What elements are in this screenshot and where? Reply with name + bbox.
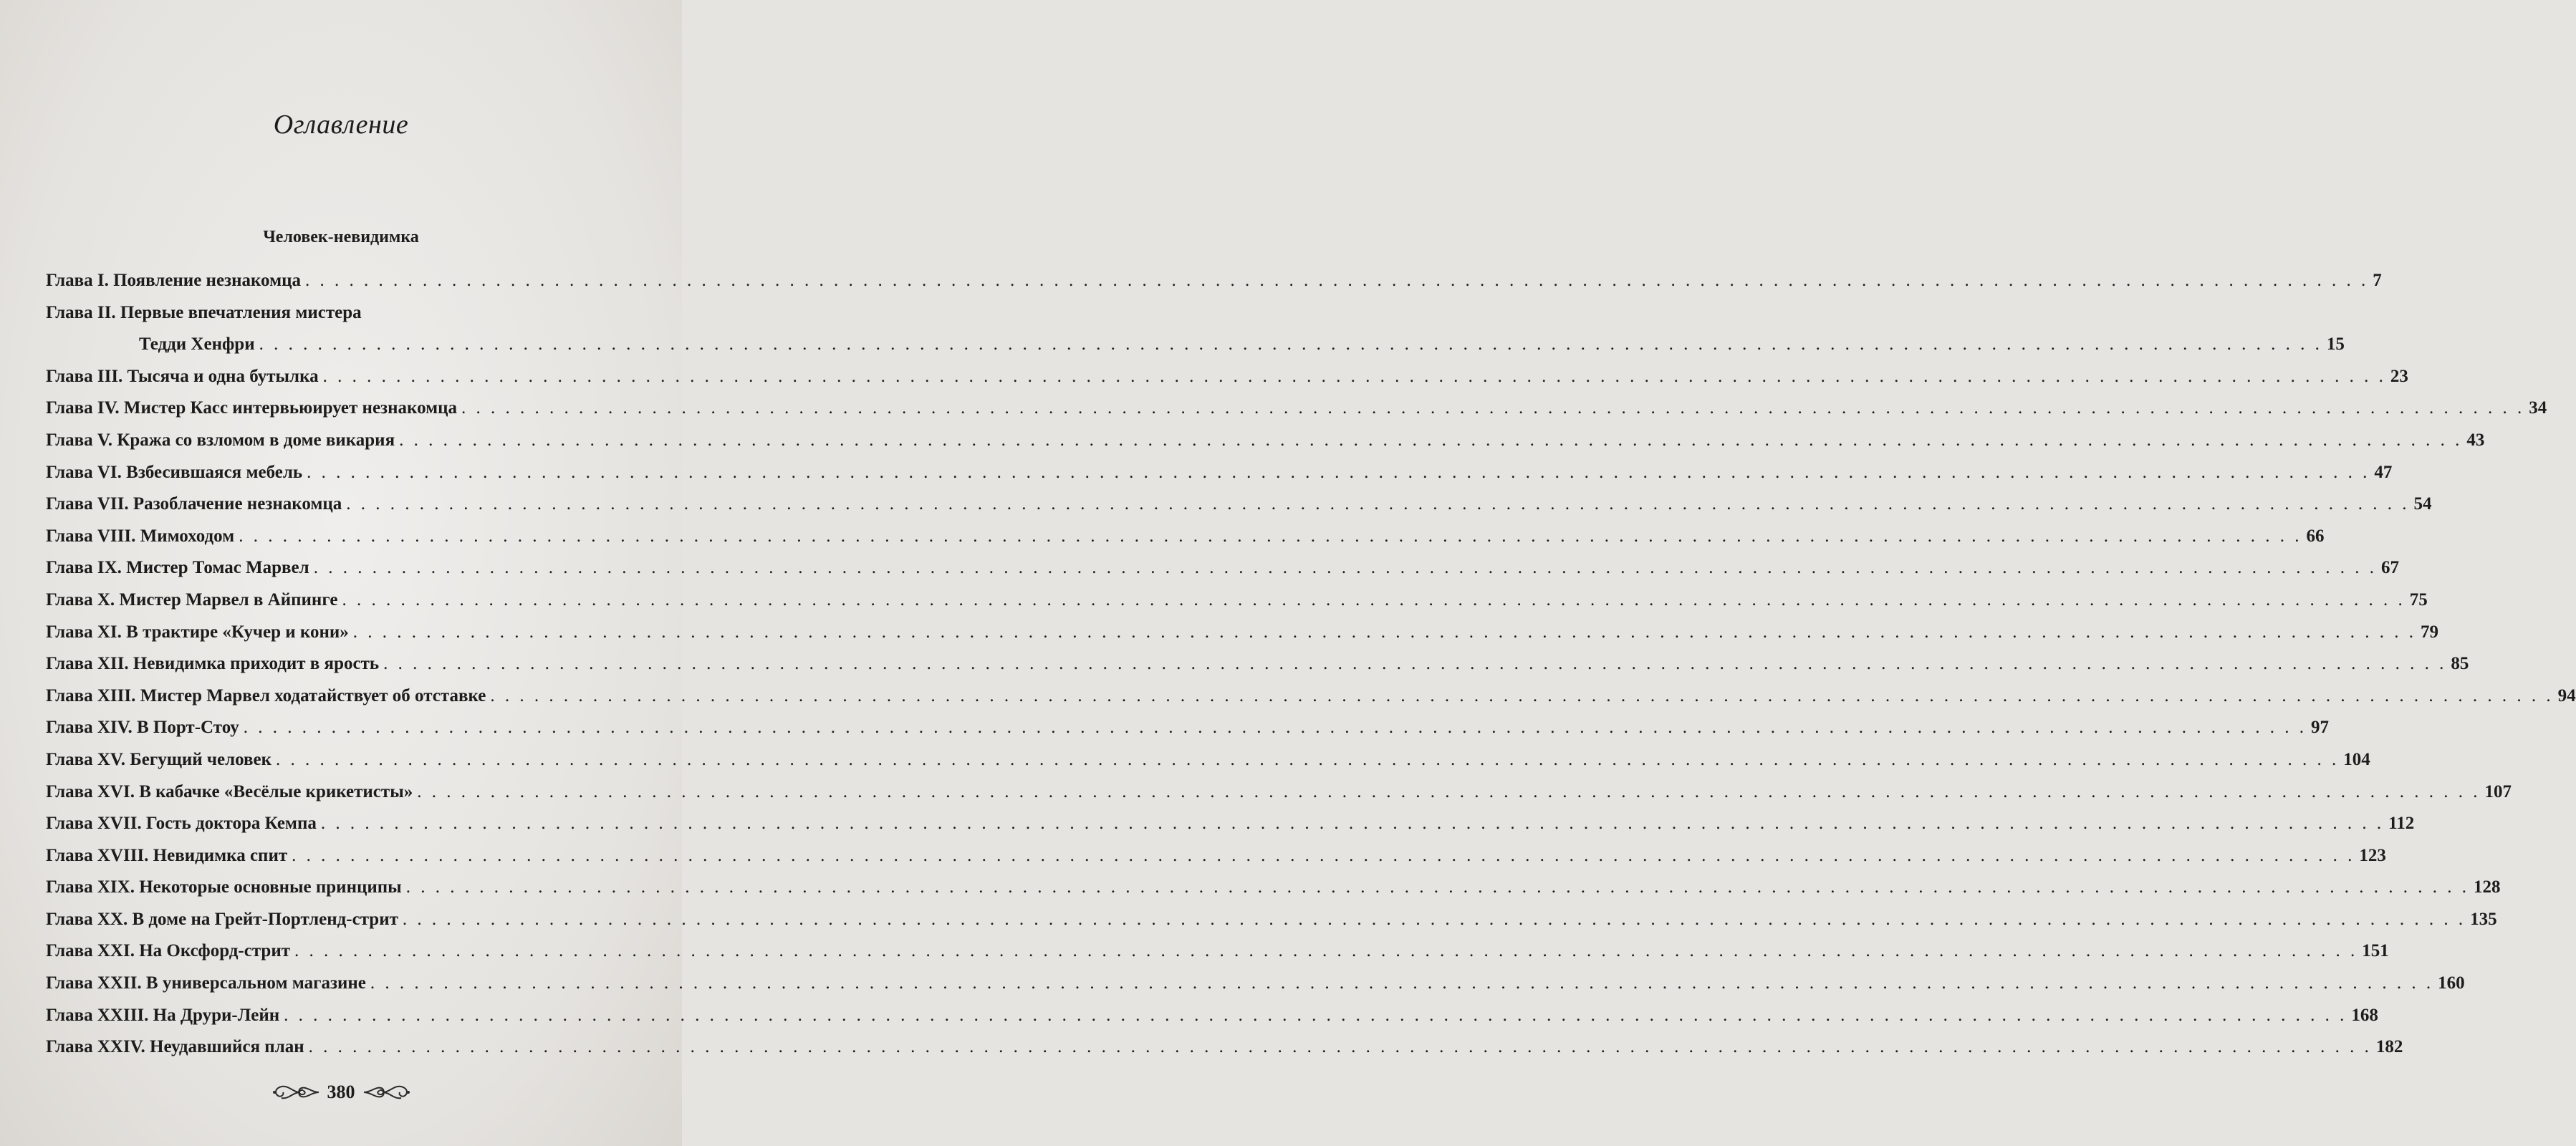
toc-entry <box>46 968 2465 1000</box>
toc-entry-label: Глава XXI. На Оксфорд-стрит <box>46 941 291 961</box>
toc-entry-page: 43 <box>2466 430 2485 450</box>
toc-entry <box>46 361 2408 393</box>
toc-entry-label: Глава XVII. Гость доктора Кемпа <box>46 814 317 834</box>
leader-dots <box>342 584 2405 617</box>
toc-entry-label: Глава X. Мистер Марвел в Айпинге <box>46 589 338 610</box>
toc-entry <box>46 1000 2378 1032</box>
toc-entry-page: 85 <box>2451 654 2469 674</box>
toc-entry-label: Глава XIX. Некоторые основные принципы <box>46 877 402 897</box>
toc-entry-label: Глава XII. Невидимка приходит в ярость <box>46 654 380 674</box>
leader-dots <box>276 744 2339 776</box>
toc-entry-page: 151 <box>2362 941 2389 961</box>
leader-dots <box>346 488 2409 521</box>
toc-entry-label: Глава VI. Взбесившаяся мебель <box>46 462 303 482</box>
toc-entry <box>46 457 2393 489</box>
toc-entry-page: 182 <box>2375 1037 2403 1057</box>
toc-entry <box>46 425 2485 457</box>
leader-dots <box>244 712 2307 744</box>
toc-entry <box>46 1031 2403 1064</box>
toc-entry <box>46 617 2439 649</box>
toc-entry-label: Глава XXIII. На Друри-Лейн <box>46 1005 280 1025</box>
toc-entry-label: Глава XIII. Мистер Марвел ходатайствует об отставке <box>46 685 486 706</box>
toc-entry <box>46 872 2501 904</box>
leader-dots <box>370 968 2433 1000</box>
toc-entry <box>46 744 2370 776</box>
floral-ornament-icon <box>362 1082 411 1102</box>
toc-entry-label: Глава XXIV. Неудавшийся план <box>46 1037 304 1057</box>
leader-dots <box>490 680 2553 713</box>
toc-entry <box>46 935 2389 968</box>
toc-entry <box>46 712 2330 744</box>
leader-dots <box>383 648 2446 680</box>
toc-entry-label: Глава I. Появление незнакомца <box>46 271 302 290</box>
toc-entry <box>46 584 2428 617</box>
toc-entry-label: Глава VIII. Мимоходом <box>46 526 235 546</box>
toc-entry-page: 79 <box>2421 622 2439 642</box>
page-footer <box>0 1082 682 1103</box>
toc-entry-label: Глава XXII. В универсальном магазине <box>46 973 366 993</box>
toc-entry <box>46 840 2386 872</box>
page-number: 380 <box>327 1082 355 1102</box>
toc-entry-label: Глава XI. В трактире «Кучер и кони» <box>46 622 349 642</box>
toc-entry-label: Глава XVIII. Невидимка спит <box>46 845 288 865</box>
leader-dots <box>294 935 2358 968</box>
toc-entry-page: 75 <box>2409 589 2428 610</box>
toc-entry-page: 168 <box>2351 1005 2378 1025</box>
leader-dots <box>403 904 2466 936</box>
toc-entry-label: Глава VII. Разоблачение незнакомца <box>46 494 342 514</box>
leader-dots <box>417 776 2480 809</box>
leader-dots <box>461 393 2524 425</box>
toc-entry <box>46 776 2512 809</box>
leader-dots <box>323 361 2386 393</box>
toc-entry-page: 67 <box>2380 558 2399 578</box>
toc-entry-label: Глава IV. Мистер Касс интервьюирует незнакомца <box>46 398 458 418</box>
toc-entry-page: 47 <box>2374 462 2393 482</box>
toc-entry <box>46 808 2415 840</box>
toc-entry-page: 104 <box>2343 749 2370 769</box>
toc-entry-page: 34 <box>2529 398 2547 418</box>
toc-entry-label: Глава II. Первые впечатления мистера <box>46 302 362 322</box>
toc-entry-label: Глава XV. Бегущий человек <box>46 749 271 769</box>
toc-entry <box>46 552 2399 584</box>
leader-dots <box>292 840 2355 872</box>
section-title: Человек-невидимка <box>263 228 419 246</box>
toc-entry-page: 128 <box>2473 877 2501 897</box>
leader-dots <box>259 329 2322 361</box>
toc-entry-page: 123 <box>2359 845 2386 865</box>
toc-entry-page: 107 <box>2484 781 2512 801</box>
toc-entry-page: 160 <box>2438 973 2465 993</box>
leader-dots <box>307 457 2370 489</box>
toc-entry-label: Глава V. Кража со взломом в доме викария <box>46 430 395 450</box>
leader-dots <box>406 872 2469 904</box>
toc-entry-page: 112 <box>2388 814 2415 834</box>
toc-entry-label: Глава III. Тысяча и одна бутылка <box>46 366 319 386</box>
toc-entry-label: Глава IX. Мистер Томас Марвел <box>46 558 309 578</box>
toc-entry-page: 135 <box>2470 909 2497 929</box>
toc-entry-label: Глава XIV. В Порт-Стоу <box>46 718 239 738</box>
toc-entry-label: Глава XVI. В кабачке «Весёлые крикетисты» <box>46 781 413 801</box>
toc-entry <box>46 521 2325 553</box>
toc-entry-page: 7 <box>2373 271 2382 290</box>
leader-dots <box>399 425 2462 457</box>
leader-dots <box>321 808 2384 840</box>
toc-entry <box>46 265 2382 297</box>
toc-entry <box>46 488 2432 521</box>
leader-dots <box>353 617 2416 649</box>
toc-entry <box>46 904 2497 936</box>
toc-entry <box>46 680 2576 713</box>
floral-ornament-icon <box>271 1082 320 1102</box>
leader-dots <box>305 265 2368 297</box>
toc-entry-page: 15 <box>2326 334 2345 355</box>
leader-dots <box>314 552 2377 584</box>
leader-dots <box>309 1031 2372 1064</box>
table-of-contents <box>46 265 2576 1064</box>
toc-entry-label: Глава XX. В доме на Грейт-Портленд-стрит <box>46 909 398 929</box>
toc-entry-page: 23 <box>2390 366 2408 386</box>
toc-entry <box>46 393 2547 425</box>
toc-entry-page: 54 <box>2413 494 2432 514</box>
toc-entry-page: 97 <box>2311 718 2330 738</box>
page-title: Оглавление <box>273 110 409 140</box>
leader-dots <box>239 521 2302 553</box>
toc-entry-page: 94 <box>2557 685 2576 706</box>
toc-entry-page: 66 <box>2306 526 2325 546</box>
leader-dots <box>284 1000 2347 1032</box>
toc-entry <box>46 648 2469 680</box>
toc-entry-label-continuation: Тедди Хенфри <box>139 334 255 355</box>
toc-entry <box>46 297 2345 361</box>
